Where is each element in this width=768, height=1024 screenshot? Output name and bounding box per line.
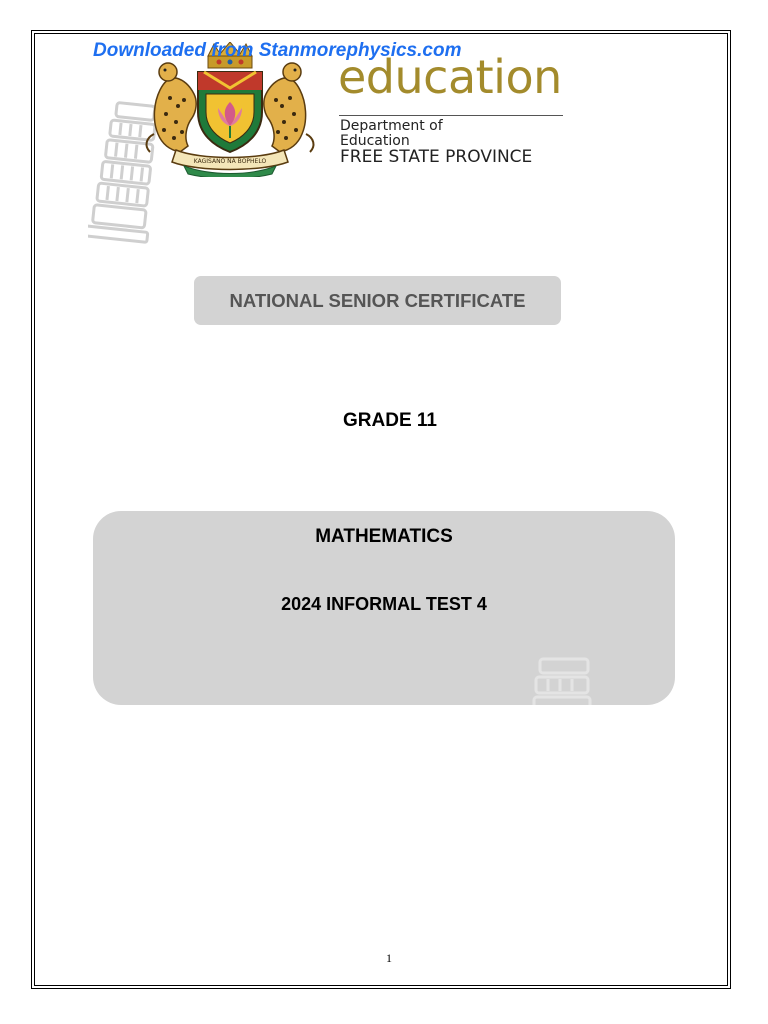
leaning-tower-watermark-small-icon	[530, 655, 596, 705]
coat-of-arms-motto: KAGISANO NA BOPHELO	[193, 158, 267, 165]
grade-label: GRADE 11	[343, 410, 437, 431]
department-line-2: Education	[340, 133, 410, 149]
subject-title: MATHEMATICS	[315, 526, 453, 547]
education-logo-word: education	[338, 50, 562, 104]
certificate-banner	[194, 276, 561, 325]
department-line-1: Department of	[340, 118, 443, 134]
free-state-coat-of-arms-icon	[140, 42, 320, 177]
test-title: 2024 INFORMAL TEST 4	[281, 594, 487, 614]
province-name: FREE STATE PROVINCE	[340, 147, 533, 167]
download-source-link[interactable]: Downloaded from Stanmorephysics.com	[93, 40, 462, 61]
logo-divider	[339, 115, 563, 116]
certificate-title: NATIONAL SENIOR CERTIFICATE	[229, 289, 526, 311]
page-number: 1	[386, 951, 392, 965]
